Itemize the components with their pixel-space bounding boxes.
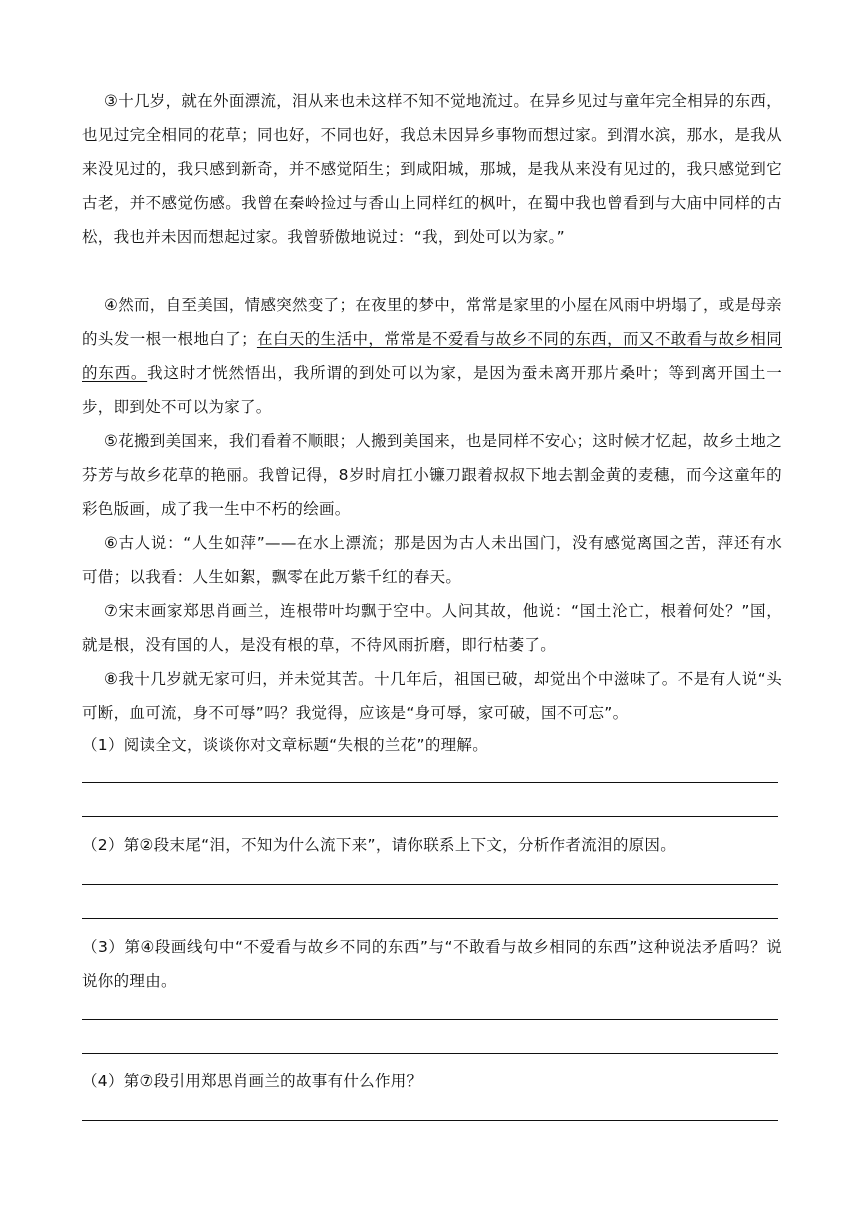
paragraph-7: ⑦宋末画家郑思肖画兰，连根带叶均飘于空中。人问其故，他说：“国土沦亡，根着何处？”国，就是根，没有国的人，是没有根的草，不待风雨折磨，即行枯萎了。 [82,602,782,654]
paragraph-8: ⑧我十几岁就无家可归，并未觉其苦。十几年后，祖国已破，却觉出个中滋味了。不是有人说“头可断，血可流，身不可辱”吗？我觉得，应该是“身可辱，家可破，国不可忘”。 [82,670,782,722]
question-3: （3）第④段画线句中“不爱看与故乡不同的东西”与“不敢看与故乡相同的东西”这种说法矛盾吗？说说你的理由。 [82,938,782,990]
answer-line[interactable] [82,884,778,885]
paragraph-3: ③十几岁，就在外面漂流，泪从来也未这样不知不觉地流过。在异乡见过与童年完全相异的东西，也见过完全相同的花草；同也好，不同也好，我总未因异乡事物而想过家。到渭水滨，那水，是我从来没见过的，我只感到新奇，并不感觉陌生；到咸阳城，那城，是我从来没有见过的，我只感觉到它古老，并不感觉伤感。我曾在秦岭捡过与香山上同样红的枫叶，在蜀中我也曾看到与大庙中同样的古松，我也并未因而想起过家。我曾骄傲地说过：“我，到处可以为家。” [82,92,782,246]
answer-line[interactable] [82,816,778,817]
paragraph-4-text-end: 我这时才恍然悟出，我所谓的到处可以为家，是因为蚕未离开那片桑叶；等到离开国土一步，即到处不可以为家了。 [82,364,783,416]
question-4: （4）第⑦段引用郑思肖画兰的故事有什么作用？ [82,1072,423,1090]
question-1: （1）阅读全文，谈谈你对文章标题“失根的兰花”的理解。 [82,736,489,754]
answer-line[interactable] [82,1053,778,1054]
answer-line[interactable] [82,918,778,919]
paragraph-4-text: ④然而，自至美国，情感突然变了；在夜里的梦中，常常是家里的小屋在风雨中坍塌了，或是母亲的头发一根一根地白了； [82,296,782,348]
paragraph-5: ⑤花搬到美国来，我们看着不顺眼；人搬到美国来，也是同样不安心；这时候才忆起，故乡土地之芬芳与故乡花草的艳丽。我曾记得，8岁时肩扛小镰刀跟着叔叔下地去割金黄的麦穗，而今这童年的彩色版画，成了我一生中不朽的绘画。 [82,432,782,518]
paragraph-4-underlined-sentence: 在白天的生活中，常常是不爱看与故乡不同的东西，而又不敢看与故乡相同的东西。 [82,330,782,382]
answer-line[interactable] [82,1019,778,1020]
paragraph-6: ⑥古人说：“人生如萍”——在水上漂流；那是因为古人未出国门，没有感觉离国之苦，萍还有水可借；以我看：人生如絮，飘零在此万紫千红的春天。 [82,534,782,586]
answer-line[interactable] [82,782,778,783]
paragraph-4 [82,288,782,424]
answer-line[interactable] [82,1120,778,1121]
question-2: （2）第②段末尾“泪，不知为什么流下来”，请你联系上下文，分析作者流泪的原因。 [82,836,677,854]
